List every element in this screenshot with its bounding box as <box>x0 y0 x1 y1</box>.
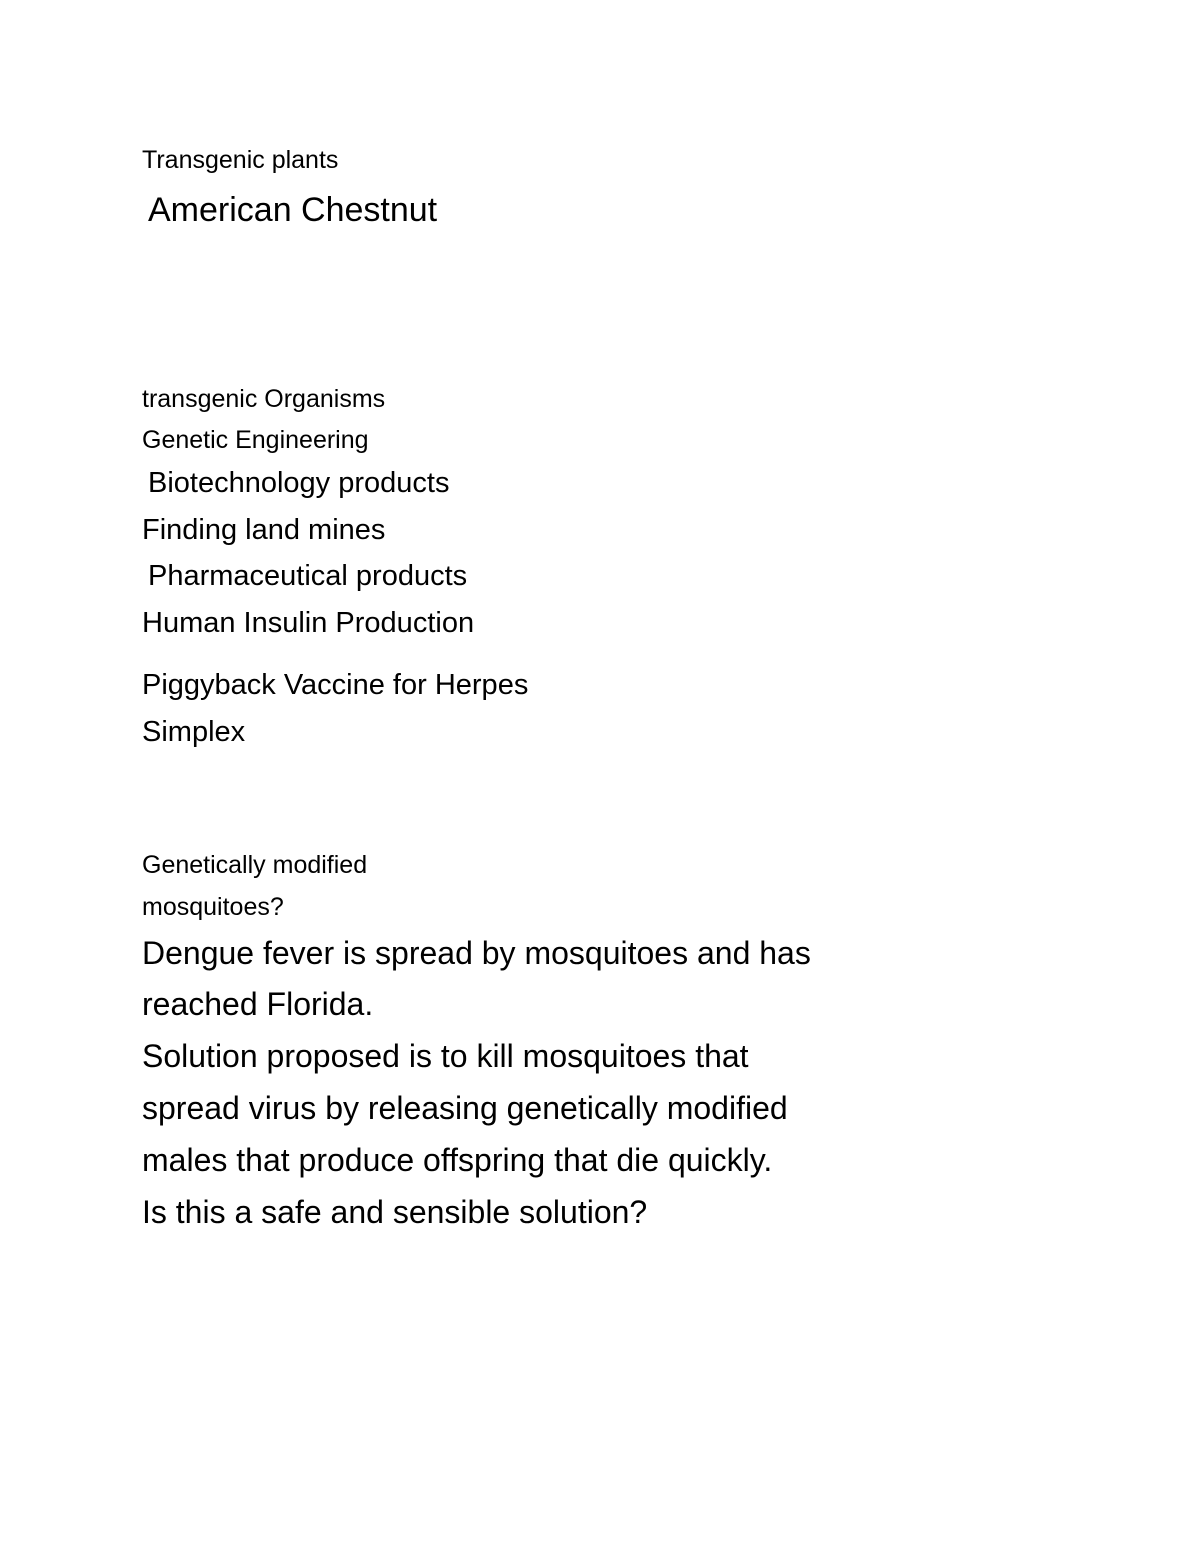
body-line-5: males that produce offspring that die quickly. <box>142 1142 773 1178</box>
list-item-human-insulin-production: Human Insulin Production <box>142 607 475 639</box>
mosquitoes-heading-line-2: mosquitoes? <box>142 893 284 921</box>
list-item-pharmaceutical-products: Pharmaceutical products <box>148 560 468 592</box>
list-item-finding-land-mines: Finding land mines <box>142 514 386 546</box>
body-line-1: Dengue fever is spread by mosquitoes and has <box>142 935 811 971</box>
mosquitoes-heading-line-1: Genetically modified <box>142 851 368 879</box>
body-line-6: Is this a safe and sensible solution? <box>142 1194 648 1230</box>
body-line-2: reached Florida. <box>142 986 374 1022</box>
american-chestnut-title: American Chestnut <box>148 191 438 229</box>
vaccine-line-1: Piggyback Vaccine for Herpes <box>142 669 529 701</box>
body-line-4: spread virus by releasing genetically modified <box>142 1090 788 1126</box>
transgenic-plants-heading: Transgenic plants <box>142 146 339 174</box>
body-line-3: Solution proposed is to kill mosquitoes that <box>142 1038 749 1074</box>
vaccine-line-2: Simplex <box>142 716 246 748</box>
list-item-transgenic-organisms: transgenic Organisms <box>142 385 386 413</box>
list-item-genetic-engineering: Genetic Engineering <box>142 426 369 454</box>
list-item-biotechnology-products: Biotechnology products <box>148 467 450 499</box>
